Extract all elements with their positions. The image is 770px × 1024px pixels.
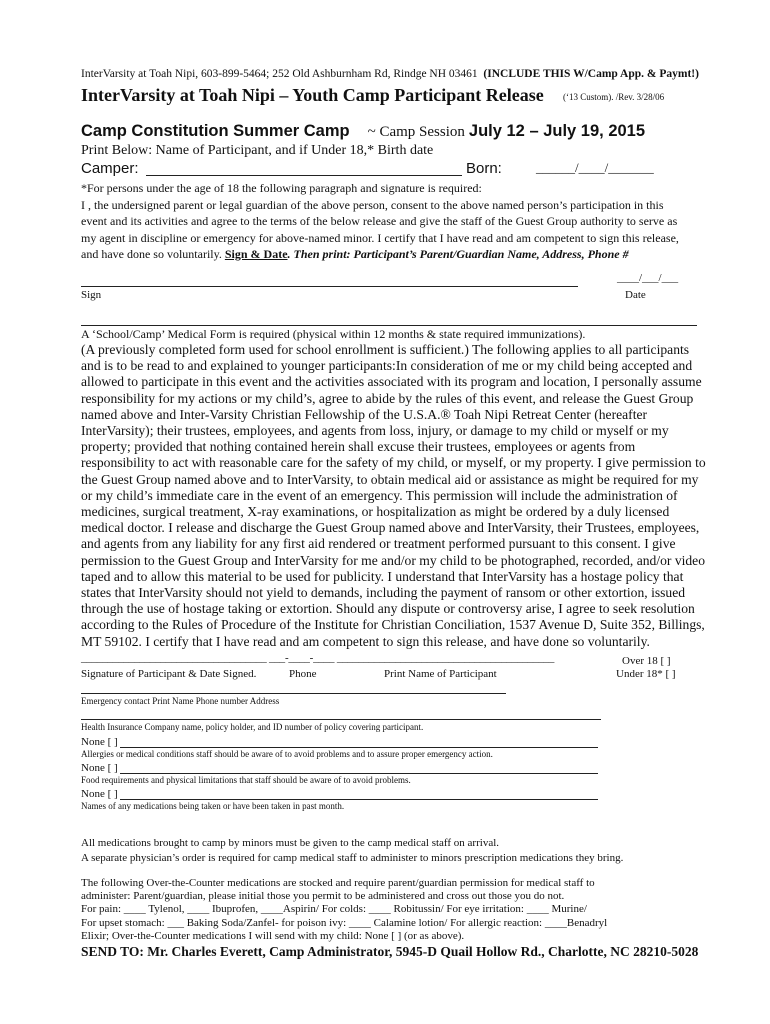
food-field[interactable] [120,773,598,774]
signature-label: Signature of Participant & Date Signed. [81,668,257,680]
emergency-contact-label: Emergency contact Print Name Phone number Address [81,696,280,706]
food-none-checkbox[interactable]: None [ ] [81,762,118,774]
parent-info-field[interactable] [81,325,697,326]
release-line: named above and Inter-Varsity Christian Fellowship of the U.S.A.® Toah Nipi Retreat Center (hereafter [81,406,648,422]
release-line: responsibility for my actions or my child’s, agree to abide by the rules of this event, and release the Guest Group [81,390,694,406]
release-line: InterVarsity); their trustees, employees, and agents from loss, injury, or damage to my child or myself or my [81,423,669,439]
camp-name: Camp Constitution Summer Camp [81,122,350,140]
allergies-none-checkbox[interactable]: None [ ] [81,736,118,748]
camp-session-line [81,122,645,141]
voluntary-text: and have done so voluntarily. [81,246,222,261]
camper-label: Camper: [81,160,139,177]
release-line: according to the Rules of Procedure of the Institute for Christian Conciliation, 1537 Avenue D, Suite 352, Billings, [81,617,705,633]
medications-none-checkbox[interactable]: None [ ] [81,788,118,800]
phone-label: Phone [289,668,317,680]
camper-name-field[interactable] [146,175,462,176]
guardian-consent-paragraph [81,197,679,262]
otc-medications-section [81,877,607,943]
otc-line: For upset stomach: ___ Baking Soda/Zanfel- for poison ivy: ____ Calamine lotion/ For allergic reaction: ____Benadryl [81,916,608,929]
medication-note: A separate physician’s order is required for camp medical staff to administer to minors prescription medications they bring. [81,852,624,864]
print-below-instructions: Print Below: Name of Participant, and if Under 18,* Birth date [81,143,434,158]
food-label: Food requirements and physical limitations that staff should be aware of to avoid problems. [81,775,411,785]
session-label: ~ Camp Session [367,124,465,140]
date-label: Date [625,289,646,301]
release-line: permission to the Guest Group and InterVarsity for me and/or my child to be photographed, recorded, and/or video [81,552,706,568]
sign-date-instruction: Sign & Date [224,246,288,261]
medication-note: All medications brought to camp by minors must be given to the camp medical staff on arrival. [81,837,500,849]
release-line: medicines, surgical treatment, X-ray examinations, or hospitalization as might be ordered by a duly licensed [81,504,670,520]
release-line: or my child’s immediate care in the event of an emergency. This permission will include the administration of [81,487,678,503]
release-line: and is to be read to and explained to younger participants:In consideration of me or my child being accepted and [81,358,693,374]
release-line: and agents from any liability for any first aid rendered or treatment performed pursuant to this consent. I give [81,536,676,552]
guardian-line: event and its activities and agree to the terms of the below release and give the staff of the Guest Group authority to serve as [81,214,678,229]
insurance-field[interactable] [81,719,601,720]
under-18-checkbox[interactable]: Under 18* [ ] [616,668,676,680]
participant-signature-field[interactable]: ___________________________________ ___-____-____ _________________________________________ [81,652,555,664]
then-print-instruction: . Then print: [287,246,351,261]
release-paragraph [81,342,706,650]
medications-field[interactable] [120,799,598,800]
guardian-line [81,246,679,262]
insurance-label: Health Insurance Company name, policy holder, and ID number of policy covering participant. [81,722,424,732]
emergency-contact-field[interactable] [81,693,506,694]
session-dates: July 12 – July 19, 2015 [468,122,646,140]
guardian-line: I , the undersigned parent or legal guardian of the above person, consent to the above named person’s participation in this [81,198,664,212]
born-label: Born: [466,160,502,177]
otc-line: The following Over-the-Counter medications are stocked and require parent/guardian permission for medical staff to [81,877,595,889]
release-line: responsibility to act with reasonable care for the safety of my child, or myself, or my property. I give permission to [81,455,706,471]
sign-label: Sign [81,289,102,301]
guardian-line: my agent in discipline or emergency for above-named minor. I certify that I have read and am competent to sign this release, [81,230,679,245]
otc-line: For pain: ____ Tylenol, ____ Ibuprofen, ____Aspirin/ For colds: ____ Robitussin/ For eye irritation: ____ Murine/ [81,903,587,916]
medication-notes [81,836,623,866]
allergies-label: Allergies or medical conditions staff should be aware of to avoid problems and to assure proper emergency action. [81,749,493,759]
over-18-checkbox[interactable]: Over 18 [ ] [622,655,671,667]
otc-line: administer: Parent/guardian, please initial those you permit to be administered and cross out those you do not. [81,890,565,903]
send-to-address: SEND TO: Mr. Charles Everett, Camp Administrator, 5945-D Quail Hollow Rd., Charlotte, NC 28210-5028 [81,944,699,959]
guardian-signature-field[interactable] [81,286,578,287]
release-line: (A previously completed form used for school enrollment is sufficient.) The following applies to all participants [81,342,690,357]
include-note: (INCLUDE THIS W/Camp App. & Paymt!) [483,68,699,80]
release-line: taped and to allow this material to be used for publicity. I understand that InterVarsity has a hostage policy that [81,568,684,584]
form-title: InterVarsity at Toah Nipi – Youth Camp Participant Release [81,85,544,105]
release-line: medical doctor. I release and discharge the Guest Group named above and InterVarsity, their Trustees, employees, [81,520,700,536]
release-line: through the use of hostage taking or extortion. Should any dispute or controversy arise, I agree to seek resolution [81,601,695,617]
revision-note: (‘13 Custom). /Rev. 3/28/06 [563,92,665,102]
release-line: allowed to participate in this event and the activities associated with its program and location, I personally assume [81,374,702,390]
under-18-note: *For persons under the age of 18 the following paragraph and signature is required: [81,181,482,195]
guardian-date-field[interactable]: ____/___/___ [617,272,679,284]
medications-label: Names of any medications being taken or have been taken in past month. [81,801,345,811]
release-line: property; provided that nothing contained herein shall excuse their trustees, employees or agents from [81,439,636,455]
release-line: states that InterVarsity should not yield to demands, including the payment of ransom or other extortion, issued [81,585,686,601]
print-name-label: Print Name of Participant [384,668,497,680]
header-contact-line [81,68,699,80]
otc-line: Elixir; Over-the-Counter medications I will send with my child: None [ ] (or as above). [81,929,465,942]
medical-form-requirement: A ‘School/Camp’ Medical Form is required (physical within 12 months & state required immunizations). [81,327,586,341]
contact-text: InterVarsity at Toah Nipi, 603-899-5464; 252 Old Ashburnham Rd, Rindge NH 03461 [81,68,478,80]
birth-date-field[interactable]: ______/____/_______ [536,160,654,175]
parent-info-instruction: Participant’s Parent/Guardian Name, Address, Phone # [353,246,629,261]
release-line: the Guest Group named above and to InterVarsity, to obtain medical aid or assistance as might be required for my [81,471,699,487]
allergies-field[interactable] [120,747,598,748]
release-line: MT 59102. I certify that I have read and am competent to sign this release, and have done so voluntarily. [81,633,650,649]
